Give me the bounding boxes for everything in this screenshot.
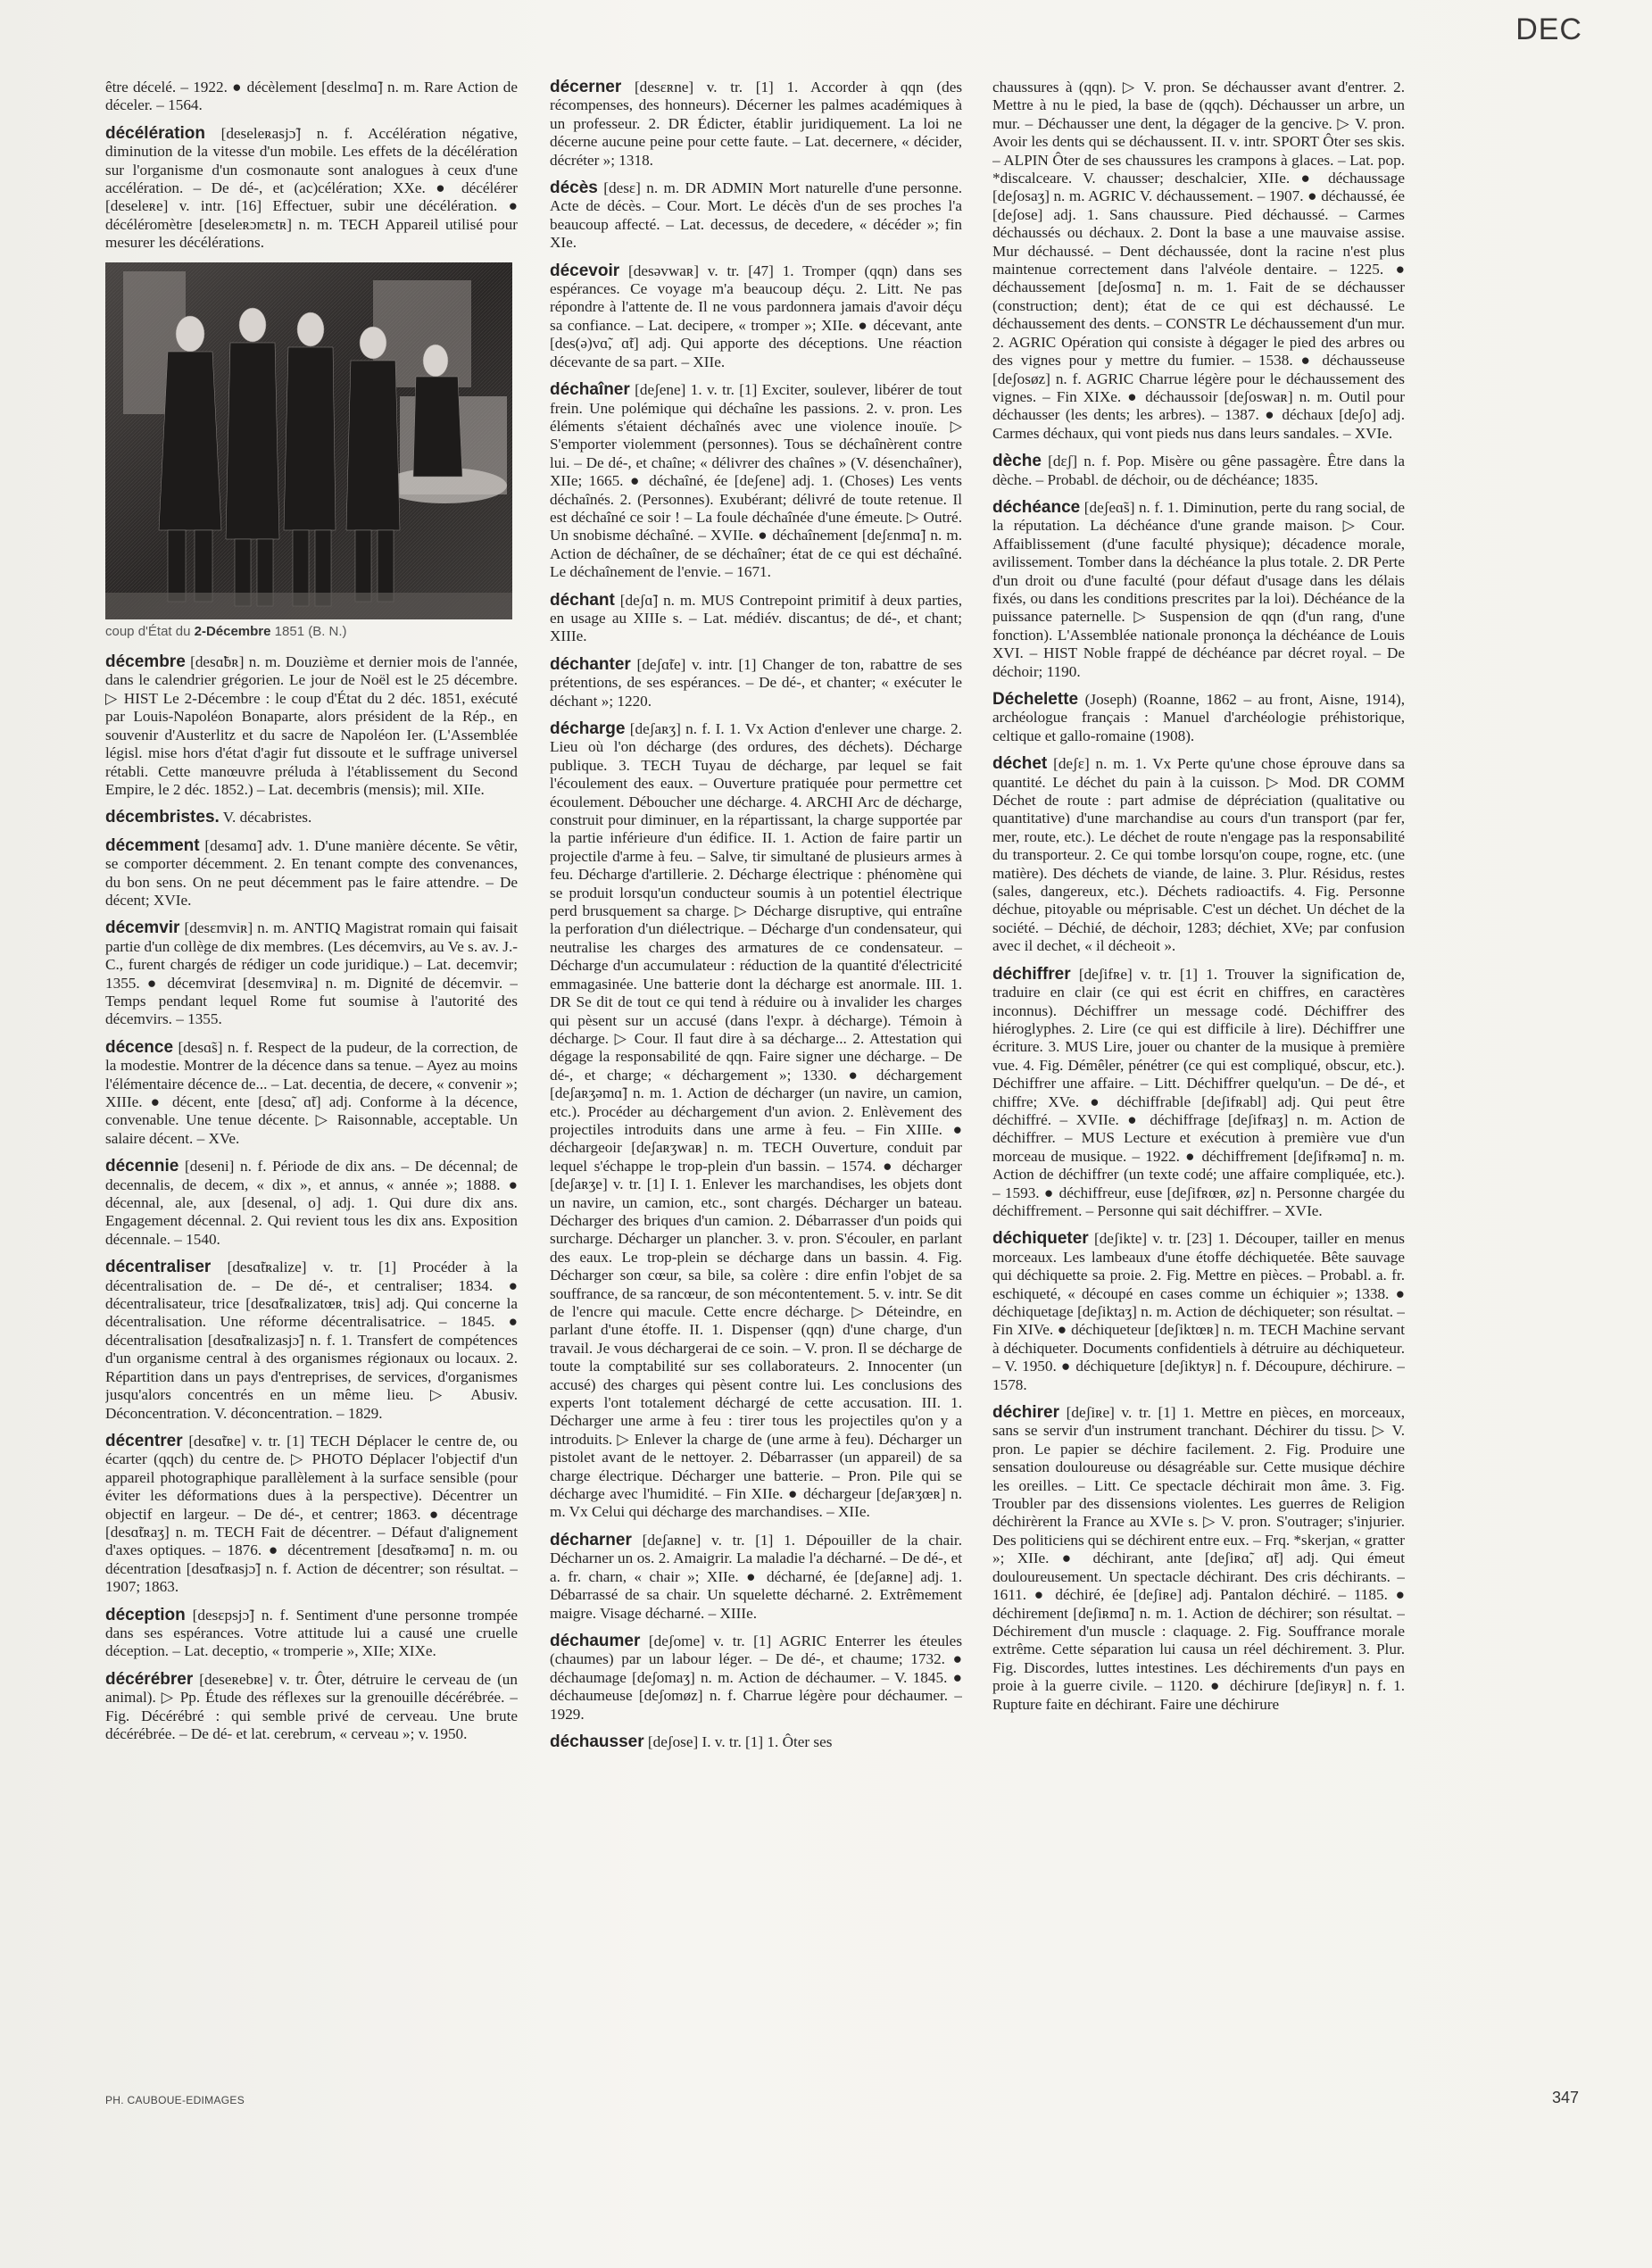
dictionary-entry: [550, 592, 962, 646]
entry-definition: [desamɑ̃] adv. 1. D'une manière décente. Se vêtir, se comporter décemment. 2. En tenant compte des convenances, du bon sens. On ne peut décemment pas le faire attendre. – De décent; XVIe.: [105, 836, 518, 909]
dictionary-entry: [992, 499, 1405, 681]
running-header: DEC: [1515, 12, 1582, 46]
entry-headword: déchiffrer: [992, 964, 1071, 984]
dictionary-entry: [105, 1433, 518, 1597]
entry-definition: [deʃeɑ̃s] n. f. 1. Diminution, perte du rang social, de la réputation. La déchéance d'une grande maison. ▷ Cour. Affaiblissement (d'une faculté physique); décadence morale, avilissement. Tomber dans la déchéance la plus totale. 2. DR Perte d'un droit ou d'une faculté (pour défaut d'usage dans les délais fixés, ou dans les conditions prescrites par la loi). Déchéance de la puissance paternelle. ▷ Suspension de qqn (d'un rang, d'une fonction). L'Assemblée nationale prononça la déchéance de Louis XVI. – HIST Noble frappé de déchéance par décret royal. – De déchoir; 1190.: [992, 498, 1405, 680]
entry-headword: déchirer: [992, 1403, 1059, 1423]
entry-definition: [deʃaʀne] v. tr. [1] 1. Dépouiller de la chair. Décharner un os. 2. Amaigrir. La maladie l'a décharné. – De dé-, et a. fr. charn, « chair »; XIIe. ● décharné, ée [deʃaʀne] adj. 1. Débarrassé de sa chair. Un squelette décharné. 2. Extrêmement maigre. Visage décharné. – XIIIe.: [550, 1531, 962, 1622]
entry-definition: [desɛ] n. m. DR ADMIN Mort naturelle d'une personne. Acte de décès. – Cour. Mort. Le décès d'un de ses proches l'a beaucoup affecté. – Lat. decessus, de decedere, « décéder »; fin XIe.: [550, 179, 962, 252]
entry-definition: [desɛmviʀ] n. m. ANTIQ Magistrat romain qui faisait partie d'un collège de dix membres. (Les décemvirs, au Ve s. av. J.-C., furent chargés de rédiger un code juridique.) – Lat. decemvir; 1355. ● décemvirat [desɛmviʀa] n. m. Dignité de décemvir. – Temps pendant lequel Rome fut soumise à l'autorité des décemvirs. – 1355.: [105, 919, 518, 1028]
entry-headword: déchaumer: [550, 1631, 641, 1650]
dictionary-entry: [992, 691, 1405, 745]
dictionary-entry: [105, 1259, 518, 1423]
entry-headword: décemment: [105, 835, 200, 855]
entry-definition: être décelé. – 1922. ● décèlement [desɛlmɑ̃] n. m. Rare Action de déceler. – 1564.: [105, 79, 518, 114]
entry-headword: déchiqueter: [992, 1229, 1089, 1249]
dictionary-entry: [992, 755, 1405, 955]
entry-definition: V. décabristes.: [222, 809, 312, 827]
entry-definition: [dɛʃ] n. f. Pop. Misère ou gêne passagère. Être dans la dèche. – Probabl. de déchoir, ou de déchéance; 1835.: [992, 453, 1405, 488]
dictionary-entry: [105, 837, 518, 910]
entry-definition: [desɑ̃bʀ] n. m. Douzième et dernier mois de l'année, dans le calendrier grégorien. Le jour de Noël est le 25 décembre. ▷ HIST Le 2-Décembre : le coup d'État du 2 déc. 1851, exécuté par Louis-Napoléon Bonaparte, alors président de la Rép., en souvenir d'Austerlitz et du sacre de Napoléon Ier. (L'Assemblée législ. mise hors d'état d'agir fut dissoute et le suffrage universel rétabli. Cette manœuvre préluda à l'établissement du Second Empire, le 2 déc. 1852.) – Lat. decembris (mensis); mil. XIIe.: [105, 653, 518, 798]
entry-headword: décérébrer: [105, 1669, 194, 1689]
column-1-entries-continued: [105, 653, 518, 1743]
entry-definition: chaussures à (qqn). ▷ V. pron. Se déchausser avant d'entrer. 2. Mettre à nu le pied, la base de (qqch). Déchausser un arbre, un mur. – Déchausser une dent, la dégager de la gencive. ▷ V. pron. Avoir les dents qui se déchaussent. II. v. intr. SPORT Ôter ses skis. – ALPIN Ôter de ses chaussures les crampons à glaces. – Lat. pop. *discalceare. V. chausser; deschalcier, XIIe. ● déchaussage [deʃosaʒ] n. m. AGRIC V. déchaussement. – 1907. ● déchaussé, ée [deʃose] adj. 1. Sans chaussure. Pied déchaussé. – Carmes déchaussés ou déchaux. 2. Dont la base a une mauvaise assise. Mur déchaussé. – Dent déchaussée, dont la racine n'est plus maintenue correctement dans l'alvéole dentaire. – 1225. ● déchaussement [deʃosmɑ̃] n. m. 1. Fait de se déchausser (construction; dent); état de ce qui est déchaussé. Le déchaussement des dents. – CONSTR Le déchaussement d'un mur. 2. AGRIC Opération qui consiste à dégager le pied des arbres ou des vignes pour y mettre du fumier. – 1538. ● déchausseuse [deʃosøz] n. f. AGRIC Charrue légère pour le déchaussement des vignes. – Fin XIXe. ● déchaussoir [deʃoswaʀ] n. m. Outil pour déchausser (les dents; les arbres). – 1387. ● déchaux [deʃo] adj. Carmes déchaux, qui vont pieds nus dans leurs sandales. – XVIe.: [992, 79, 1405, 442]
entry-headword: dèche: [992, 452, 1042, 471]
column-2: [550, 79, 962, 2087]
entry-definition: [deseleʀasjɔ̃] n. f. Accélération négative, diminution de la vitesse d'un mobile. Les effets de la décélération sur l'organisme d'un cosmonaute sont analogues à ceux d'une accélération. – De dé-, et (ac)célération; XXe. ● décélérer [deseleʀe] v. intr. [16] Effectuer, subir une décélération. ● décéléromètre [deseleʀɔmɛtʀ] n. m. TECH Appareil utilisé pour mesurer les décélérations.: [105, 124, 518, 252]
entry-definition: [deʃɑ̃te] v. intr. [1] Changer de ton, rabattre de ses prétentions, de ses espérances. – De dé-, et chanter; « exécuter le déchant »; 1220.: [550, 655, 962, 710]
entry-definition: [deʃɛ] n. m. 1. Vx Perte qu'une chose éprouve dans sa quantité. Le déchet du pain à la cuisson. ▷ Mod. DR COMM Déchet de route : part admise de dépréciation (qualitative ou quantitative) d'une marchandise au cours d'un transport (par fer, mer, route, etc.). Le déchet de route n'engage pas la responsabilité du transporteur. 2. Ce qui tombe lorsqu'on coupe, rogne, etc. (une matière). Des déchets de viande, de laine. 3. Plur. Résidus, restes (sales, dangereux, etc.). Déchets radioactifs. 4. Fig. Personne déchue, pitoyable ou méprisable. C'est un déchet. Un déchet de la société. – Déchié, de déchoir, 1283; déchiet, XVe; par confusion avec il dechet, « il décheoit ».: [992, 755, 1405, 955]
entry-definition: [deʃiʀe] v. tr. [1] 1. Mettre en pièces, en morceaux, sans se servir d'un instrument tranchant. Déchirer du tissu. ▷ V. pron. Le papier se déchire facilement. 2. Fig. Produire une sensation douloureuse ou désagréable sur. Cette musique déchire les oreilles. – Litt. Ce spectacle déchirait mon âme. 3. Fig. Troubler par des dissensions violentes. Les guerres de Religion déchirèrent la France au XVIe s. ▷ V. pron. S'outrager; s'injurier. Des politiciens qui se déchirent entre eux. – Frq. *skerjan, « gratter »; XIIe. ● déchirant, ante [deʃiʀɑ̃, ɑ̃t] adj. Qui émeut douloureusement. Un spectacle déchirant. Des cris déchirants. – 1611. ● déchiré, ée [deʃiʀe] adj. Pantalon déchiré. – 1185. ● déchirement [deʃiʀmɑ̃] n. m. 1. Action de déchirer; son résultat. – Déchirement d'un muscle : claquage. 2. Fig. Souffrance morale extrême. Cette séparation lui causa un réel déchirement. 3. Plur. Fig. Discordes, luttes intestines. Les déchirements d'un pays en proie à la guerre civile. – 1120. ● déchirure [deʃiʀyʀ] n. f. 1. Rupture faite en déchirant. Faire une déchirure: [992, 1404, 1405, 1713]
dictionary-entry: [992, 453, 1405, 489]
entry-headword: décès: [550, 179, 598, 198]
entry-headword: décharge: [550, 719, 626, 738]
entry-headword: décerner: [550, 79, 622, 96]
dictionary-entry: [550, 79, 962, 170]
entry-definition: [desɛʀne] v. tr. [1] 1. Accorder à qqn (des récompenses, des honneurs). Décerner les palmes académiques à un professeur. 2. DR Édicter, établir juridiquement. La loi ne décerne aucune peine pour cette faute. – Lat. decernere, « décider, décréter »; 1318.: [550, 79, 962, 169]
dictionary-entry: [992, 1230, 1405, 1394]
entry-definition: [desəvwaʀ] v. tr. [47] 1. Tromper (qqn) dans ses espérances. Ce voyage m'a beaucoup déçu. 2. Litt. Ne pas répondre à l'attente de. Il ne vous pardonnera jamais d'avoir déçu sa confiance. – Lat. decipere, « tromper »; XIIe. ● décevant, ante [des(ə)vɑ̃, ɑ̃t] adj. Qui apporte des déceptions. Une réaction décevante de sa part. – XIIe.: [550, 262, 962, 370]
entry-headword: décentrer: [105, 1431, 183, 1450]
entry-definition: [deʃene] 1. v. tr. [1] Exciter, soulever, libérer de tout frein. Une polémique qui déchaîne les passions. 2. v. pron. Les éléments s'étaient déchaînés avec une violence inouïe. ▷ S'emporter violemment (personnes). Tous se déchaînèrent contre lui. – De dé-, et chaîne; « délivrer des chaînes » (V. désenchaîner), XIIe; 1665. ● déchaîné, ée [deʃene] adj. 1. (Choses) Les vents déchaînés. 2. (Personnes). Exubérant; délivré de toute retenue. Il est déchaîné ce soir ! – La foule déchaînée d'une émeute. ▷ Outré. Un snobisme déchaîné. – XVIIe. ● déchaînement [deʃɛnmɑ̃] n. m. Action de déchaîner, de se déchaîner; état de ce qui est déchaîné. Le déchaînement de l'envie. – 1671.: [550, 381, 962, 581]
figure-caption: coup d'État du 2-Décembre 1851 (B. N.): [105, 623, 347, 639]
dictionary-entry: [550, 381, 962, 581]
entry-headword: décembristes.: [105, 808, 220, 827]
dictionary-entry: [550, 179, 962, 253]
entry-definition: [deʃikte] v. tr. [23] 1. Découper, tailler en menus morceaux. Les lambeaux d'une étoffe déchiquetée. Bête sauvage qui déchiquette sa proie. 2. Fig. Mettre en pièces. – Probabl. a. fr. eschiqueté, « découpé en cases comme un échiquier »; 1338. ● déchiquetage [deʃiktaʒ] n. m. Action de déchiqueter; son résultat. – Fin XIVe. ● déchiqueteur [deʃiktœʀ] n. m. TECH Machine servant à déchiqueter. Documents confidentiels à détruire au déchiqueteur. – V. 1950. ● déchiqueture [deʃiktyʀ] n. f. Découpure, déchirure. – 1578.: [992, 1230, 1405, 1393]
entry-headword: déchausser: [550, 1732, 644, 1751]
dictionary-entry: [105, 1158, 518, 1249]
dictionary-entry: [550, 262, 962, 371]
entry-headword: décentraliser: [105, 1258, 212, 1277]
dictionary-entry: [105, 809, 518, 827]
entry-headword: déchet: [992, 754, 1048, 774]
entry-headword: Déchelette: [992, 690, 1079, 709]
dictionary-entry: [550, 656, 962, 710]
entry-headword: décemvir: [105, 918, 180, 938]
column-1-entries: [105, 79, 518, 253]
dictionary-entry: [105, 919, 518, 1028]
dictionary-entry: [992, 1404, 1405, 1714]
column-2-entries: [550, 79, 962, 1751]
entry-definition: [deʃose] I. v. tr. [1] 1. Ôter ses: [647, 1732, 833, 1750]
entry-definition: [desɛpsjɔ̃] n. f. Sentiment d'une personne trompée dans ses espérances. Votre attitude lui a causé une cruelle déception. – Lat. deceptio, « tromperie », XIIe; XIXe.: [105, 1606, 518, 1660]
entry-headword: déchéance: [992, 497, 1081, 517]
entry-headword: déchant: [550, 590, 615, 610]
engraving-illustration: [105, 262, 512, 619]
column-3: [992, 79, 1405, 2087]
entry-headword: décembre: [105, 652, 186, 672]
dictionary-entry: [105, 1607, 518, 1661]
dictionary-entry: [550, 1532, 962, 1623]
column-3-entries: [992, 79, 1405, 1714]
dictionary-entry: [105, 1039, 518, 1148]
dictionary-entry: [105, 79, 518, 115]
entry-headword: déception: [105, 1605, 186, 1624]
dictionary-entry: [992, 79, 1405, 443]
dictionary-entry: [550, 720, 962, 1522]
entry-headword: décharner: [550, 1530, 632, 1549]
entry-definition: [deseʀebʀe] v. tr. Ôter, détruire le cerveau de (un animal). ▷ Pp. Étude des réflexes sur la grenouille décérébrée. – Fig. Décérébré : qui semble privé de cerveau. Une brute décérébrée. – De dé- et lat. cerebrum, « cerveau »; v. 1950.: [105, 1670, 518, 1742]
entry-definition: [deʃaʀʒ] n. f. I. 1. Vx Action d'enlever une charge. 2. Lieu où l'on décharge (des ordures, des déchets). Décharge publique. 3. TECH Tuyau de décharge, par lequel se fait l'écoulement des eaux. – Ouverture pratiquée pour permettre cet écoulement. Déboucher une décharge. 4. ARCHI Arc de décharge, construit pour diminuer, en la répartissant, la charge supportée par la partie inférieure d'un édifice. II. 1. Action de faire partir un projectile d'arme à feu. – Salve, tir simultané de plusieurs armes à feu. Décharge d'artillerie. 2. Décharge électrique : phénomène qui se produit lorsqu'un conducteur soumis à un potentiel électrique perd brusquement sa charge. ▷ Décharge disruptive, qui entraîne la perforation d'un diélectrique. – Décharge d'un condensateur, qui neutralise les charges des armatures de ce condensateur. – Décharge d'un accumulateur : réduction de la quantité d'électricité emmagasinée. Une batterie dont la décharge est anormale. III. 1. DR Se dit de tout ce qui tend à réduire ou à invalider les charges qui pèsent sur un accusé (dans l'expr. à décharge). Témoin à décharge. ▷ Cour. Il faut dire à sa décharge... 2. Attestation qui dégage la responsabilité de qqn. Faire signer une décharge. – De dé-, et charge; « déchargement »; 1330. ● déchargement [deʃaʀʒəmɑ̃] n. m. 1. Action de décharger (un navire, un camion, etc.). Procéder au déchargement d'un avion. 2. Enlèvement des projectiles introduits dans une arme à feu. – Fin XIIIe. ● déchargeoir [deʃaʀʒwaʀ] n. m. TECH Ouverture, conduit par lequel s'échappe le trop-plein d'un bassin. – 1574. ● décharger [deʃaʀʒe] v. tr. [1] I. 1. Enlever les marchandises, les objets dont un navire, un camion, etc., sont chargés. Décharger un bateau. Décharger des briques d'un camion. 2. Débarrasser d'un poids qui surcharge. Décharger un plancher. 3. v. pron. S'écouler, en parlant des eaux. Le trop-plein se décharge dans un bassin. 4. Fig. Décharger son cœur, sa bile, sa colère : dire enfin l'objet de sa souffrance, de sa rancœur, de son mécontentement. 5. v. intr. Se dit de l'encre qui macule. Cette encre décharge. ▷ Déteindre, en parlant d'une étoffe. II. 1. Dispenser (qqn) d'une charge, d'un travail. Je vous déchargerai de ce soin. – V. pron. Il se décharge de toute la comptabilité sur ses collaborateurs. 2. Innocenter (un accusé) des charges qui pèsent contre lui. Les conclusions des experts l'ont totalement déchargé de cette accusation. III. 1. Décharger une arme à feu : tirer tous les projectiles qu'on y a introduits. ▷ Enlever la charge de (une arme à feu). Décharger un pistolet avant de le nettoyer. 2. Débarrasser (un appareil) de sa charge électrique. Décharger une batterie. – Pron. Pile qui se décharge avec l'humidité. – Fin XIIe. ● déchargeur [deʃaʀʒœʀ] n. m. Vx Celui qui décharge des marchandises. – XIIe.: [550, 720, 962, 1521]
dictionary-entry: [550, 1733, 962, 1751]
entry-definition: [desɑ̃tʀe] v. tr. [1] TECH Déplacer le centre de, ou écarter (qqch) du centre de. ▷ PHOTO Déplacer l'objectif d'un appareil photographique parallèlement à la surface sensible (pour éviter les déformations dues à la perspective). Décentrer un objectif en largeur. – De dé-, et centrer; 1863. ● décentrage [desɑ̃tʀaʒ] n. m. TECH Fait de décentrer. – Défaut d'alignement d'axes optiques. – 1876. ● décentrement [desɑ̃tʀəmɑ̃] n. m. ou décentration [desɑ̃tʀasjɔ̃] n. f. Action de décentrer; son résultat. – 1907; 1863.: [105, 1432, 518, 1596]
photo-credit: PH. CAUBOUE-EDIMAGES: [105, 2094, 245, 2106]
entry-headword: déchaîner: [550, 380, 630, 400]
entry-definition: [deʃifʀe] v. tr. [1] 1. Trouver la signification de, traduire en clair (ce qui est écrit en chiffres, en caractères inconnus). Déchiffrer un message codé. Déchiffrer des hiéroglyphes. 2. Lire (ce qui est difficile à lire). Déchiffrer une écriture. 3. MUS Lire, jouer ou chanter de la musique à première vue. 4. Fig. Démêler, pénétrer (ce qui est compliqué, obscur, etc.). Déchiffrer une affaire. – Litt. Déchiffrer quelqu'un. – De dé-, et chiffre; XVe. ● déchiffrable [deʃifʀabl] adj. Qui peut être déchiffré. – XVIIe. ● déchiffrage [deʃifʀaʒ] n. m. Action de déchiffrer. – MUS Lecture et exécution à première vue d'un morceau de musique. – 1922. ● déchiffrement [deʃifʀəmɑ̃] n. m. Action de déchiffrer (un texte codé; une affaire compliquée, etc.). – 1593. ● déchiffreur, euse [deʃifʀœʀ, øz] n. Personne chargée du déchiffrement. – Personne qui sait déchiffrer. – XVIe.: [992, 965, 1405, 1219]
entry-headword: décélération: [105, 123, 205, 143]
dictionary-entry: [992, 966, 1405, 1221]
entry-definition: [desɑ̃tʀalize] v. tr. [1] Procéder à la décentralisation de. – De dé-, et centraliser; 1834. ● décentralisateur, trice [desɑ̃tʀalizatœʀ, tʀis] adj. Qui concerne la décentralisation. Une réforme décentralisatrice. – 1845. ● décentralisation [desɑ̃tʀalizasjɔ̃] n. f. 1. Transfert de compétences d'un organisme central à des organismes régionaux ou locaux. 2. Répartition dans un pays d'entreprises, de services, d'organismes jusqu'alors concentrés en un même lieu. ▷ Abusiv. Déconcentration. V. déconcentration. – 1829.: [105, 1259, 518, 1422]
entry-headword: décennie: [105, 1157, 179, 1176]
entry-definition: [deʃome] v. tr. [1] AGRIC Enterrer les éteules (chaumes) par un labour léger. – De dé-, et chaume; 1732. ● déchaumage [deʃomaʒ] n. m. Action de déchaumer. – V. 1845. ● déchaumeuse [deʃomøz] n. f. Charrue légère pour déchaumer. – 1929.: [550, 1632, 962, 1723]
page-number: 347: [1551, 2089, 1579, 2106]
entry-definition: [deʃɑ̃] n. m. MUS Contrepoint primitif à deux parties, en usage au XIIIe s. – Lat. médiév. discantus; de dé-, et chant; XIIIe.: [550, 591, 962, 645]
dictionary-entry: [105, 125, 518, 253]
column-1: [105, 79, 518, 2087]
entry-definition: (Joseph) (Roanne, 1862 – au front, Aisne, 1914), archéologue français : Manuel d'archéologie préhistorique, celtique et gallo-romaine (1908).: [992, 691, 1405, 744]
entry-headword: décence: [105, 1037, 174, 1057]
entry-definition: [deseni] n. f. Période de dix ans. – De décennal; de decennalis, de decem, « dix », et annus, « année »; 1888. ● décennal, ale, aux [desenal, o] adj. 1. Qui dure dix ans. Engagement décennal. 2. Qui revient tous les dix ans. Exposition décennale. – 1540.: [105, 1158, 518, 1248]
dictionary-entry: [105, 1671, 518, 1744]
entry-headword: déchanter: [550, 654, 631, 674]
dictionary-entry: [550, 1632, 962, 1724]
entry-headword: décevoir: [550, 261, 620, 280]
entry-definition: [desɑ̃s] n. f. Respect de la pudeur, de la correction, de la modestie. Montrer de la décence dans sa tenue. – Ayez au moins l'élémentaire décence de... – Lat. decentia, de decere, « convenir »; XIIIe. ● décent, ente [desɑ̃, ɑ̃t] adj. Conforme à la décence, convenable. Une tenue décente. ▷ Raisonnable, acceptable. Un salaire décent. – XVe.: [105, 1038, 518, 1147]
dictionary-entry: [105, 653, 518, 799]
